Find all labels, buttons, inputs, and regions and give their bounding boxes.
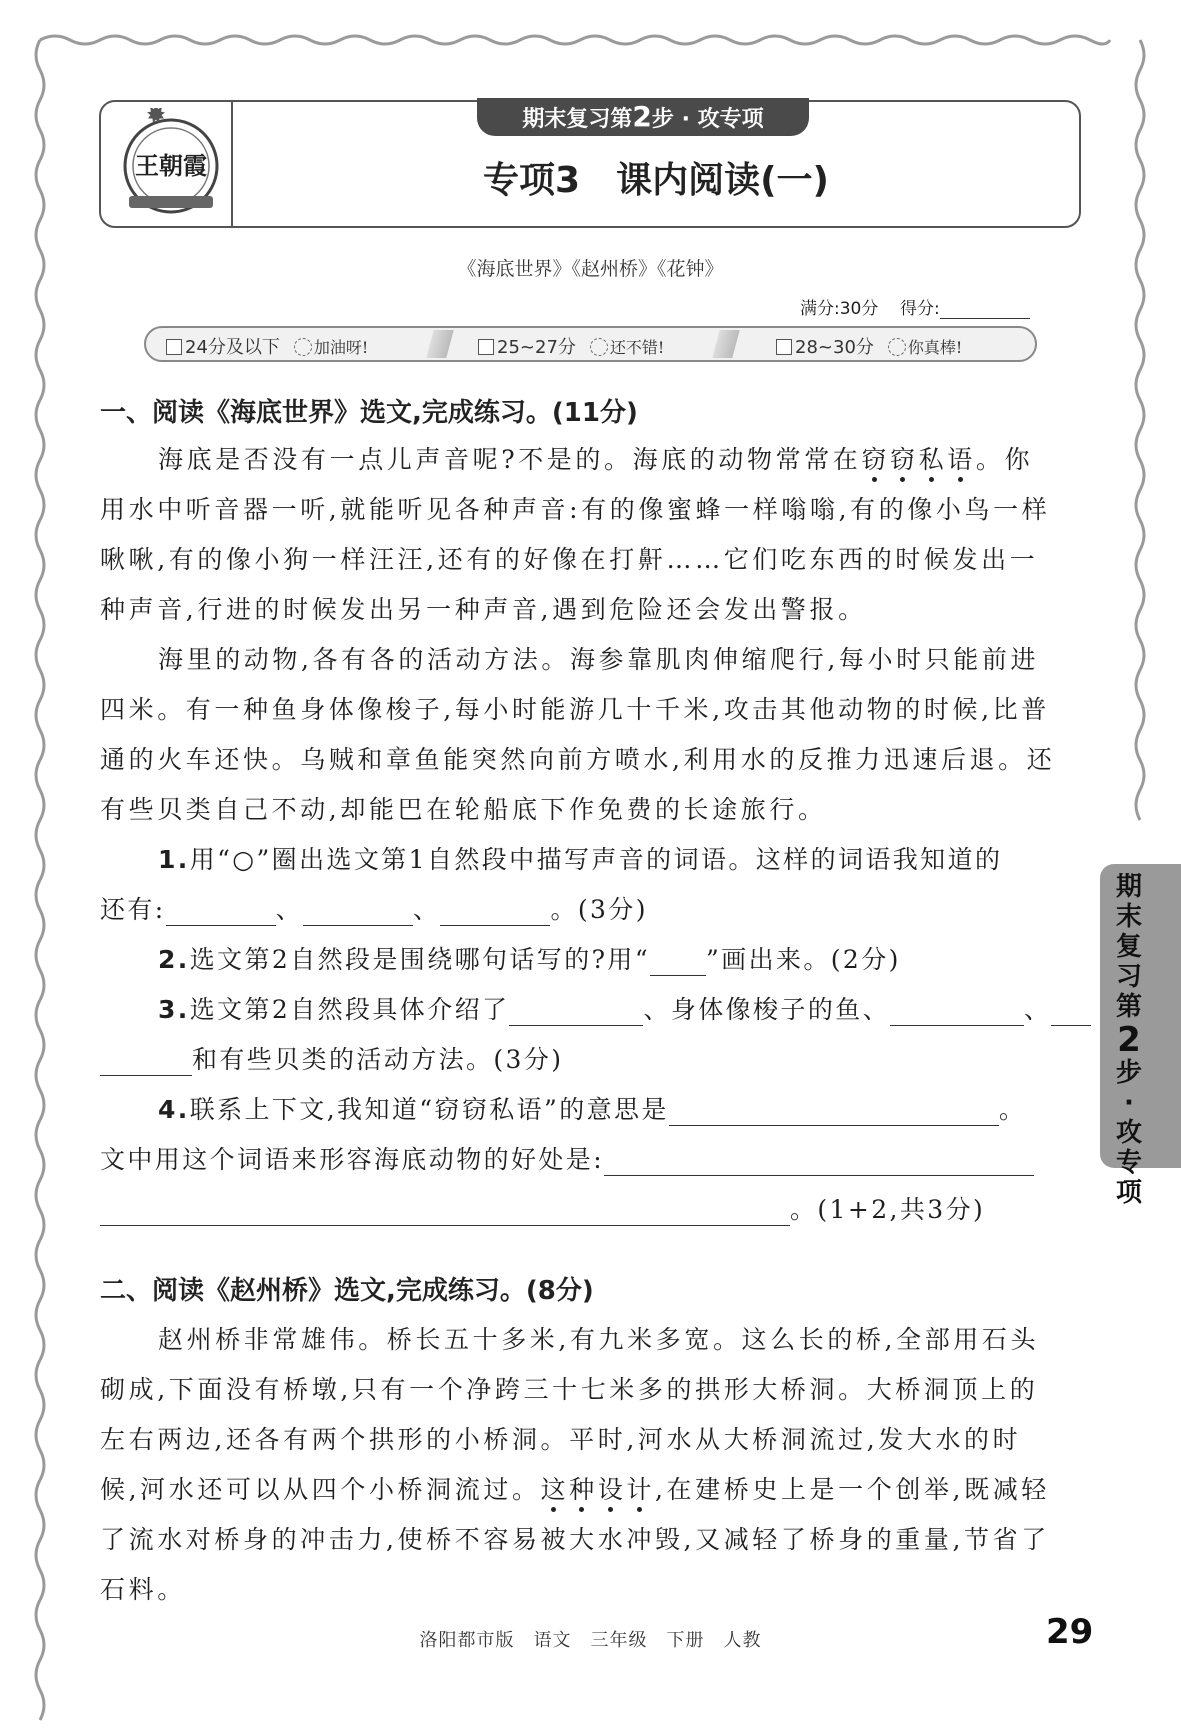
passage2-line: 海里的动物,各有各的活动方法。海参靠肌肉伸缩爬行,每小时只能前进 [158,645,1040,674]
passage1-line: 啾啾,有的像小狗一样汪汪,还有的好像在打鼾……它们吃东西的时候发出一 [100,545,1039,574]
rating-low: 24分及以下 加油呀! [166,333,368,359]
page-number: 29 [1046,1612,1094,1652]
answer-blank[interactable] [440,900,550,926]
side-tab-num: 2 [1117,1020,1141,1060]
passage1-line: 种声音,行进的时候发出另一种声音,遇到危险还会发出警报。 [100,595,867,624]
rating-high: 28~30分 你真棒! [776,333,962,359]
smile-icon [888,338,906,356]
dotted-word: 这种设计 [540,1475,655,1504]
passage3-line: 候,河水还可以从四个小桥洞流过。这种设计,在建桥史上是一个创举,既减轻 [100,1475,1050,1504]
full-score: 满分:30分 [800,299,879,319]
header-box [99,100,1081,228]
answer-blank[interactable] [1051,1000,1091,1026]
passage3-line: 了流水对桥身的冲击力,使桥不容易被大水冲毁,又减轻了桥身的重量,节省了 [100,1525,1050,1554]
brand-logo [115,108,227,220]
answer-blank[interactable] [669,1100,999,1126]
passage1-line: 用水中听音器一听,就能听见各种声音:有的像蜜蜂一样嗡嗡,有的像小鸟一样 [100,495,1051,524]
side-tab-post: 步 · 攻 专 项 [1115,1058,1142,1208]
answer-blank[interactable] [604,1150,1034,1176]
smile-icon [294,338,312,356]
passage2-line: 有些贝类自己不动,却能巴在轮船底下作免费的长途旅行。 [100,795,827,824]
question-4: 4.联系上下文,我知道“窃窃私语”的意思是 。 [158,1095,1027,1124]
passage1-line: 海底是否没有一点儿声音呢?不是的。海底的动物常常在窃窃私语。你 [158,445,1034,474]
smile-icon [590,338,608,356]
section2-heading: 二、阅读《赵州桥》选文,完成练习。(8分) [100,1276,594,1306]
score-label: 得分: [899,299,940,319]
score-line [800,294,1030,319]
passage3-line: 砌成,下面没有桥墩,只有一个净跨三十七米多的拱形大桥洞。大桥洞顶上的 [100,1375,1039,1404]
answer-blank[interactable] [100,1050,192,1076]
side-tab-pre: 期 末 复 习 第 [1115,872,1142,1022]
question-1-answer: 还有: 、 、 。(3分) [100,895,648,924]
rating-mid: 25~27分 还不错! [478,333,664,359]
passage2-line: 四米。有一种鱼身体像梭子,每小时能游几十千米,攻击其他动物的时候,比普 [100,695,1050,724]
answer-blank[interactable] [100,1200,790,1226]
question-1: 1.用“○”圈出选文第1自然段中描写声音的词语。这样的词语我知道的 [158,845,1003,874]
passage3-line: 石料。 [100,1575,186,1604]
answer-blank[interactable] [166,900,276,926]
lesson-list: 《海底世界》《赵州桥》《花钟》 [457,258,724,280]
rating-checkbox[interactable] [166,339,182,355]
answer-blank[interactable] [509,1000,643,1026]
passage3-line: 左右两边,还各有两个拱形的小桥洞。平时,河水从大桥洞流过,发大水的时 [100,1425,1022,1454]
page-title: 专项3 课内阅读(一) [483,160,829,201]
question-2: 2.选文第2自然段是围绕哪句话写的?用“ ”画出来。(2分) [158,945,901,974]
underline-sample [650,950,706,976]
question-3: 3.选文第2自然段具体介绍了 、身体像梭子的鱼、 、 [158,990,1091,1026]
answer-blank[interactable] [890,1000,1024,1026]
answer-blank[interactable] [303,900,413,926]
rating-divider [426,330,454,358]
svg-text:王朝霞: 王朝霞 [135,151,207,180]
section1-heading: 一、阅读《海底世界》选文,完成练习。(11分) [100,398,638,428]
passage2-line: 通的火车还快。乌贼和章鱼能突然向前方喷水,利用水的反推力迅速后退。还 [100,745,1056,774]
question-4-line3: 。(1+2,共3分) [100,1190,985,1226]
passage3-line: 赵州桥非常雄伟。桥长五十多米,有九米多宽。这么长的桥,全部用石头 [158,1325,1040,1354]
question-4-line2: 文中用这个词语来形容海底动物的好处是: [100,1140,1034,1176]
rating-checkbox[interactable] [478,339,494,355]
dotted-word: 窃窃私语 [861,445,976,474]
footer-edition: 洛阳都市版 语文 三年级 下册 人教 [419,1630,762,1651]
question-3-cont: 和有些贝类的活动方法。(3分) [100,1040,563,1076]
side-tab-label [1102,872,1156,1208]
score-blank[interactable] [940,301,1030,319]
rating-divider [712,330,740,358]
rating-checkbox[interactable] [776,339,792,355]
rating-bar [144,326,1037,362]
step-tab: 期末复习第2步 · 攻专项 [477,98,809,136]
